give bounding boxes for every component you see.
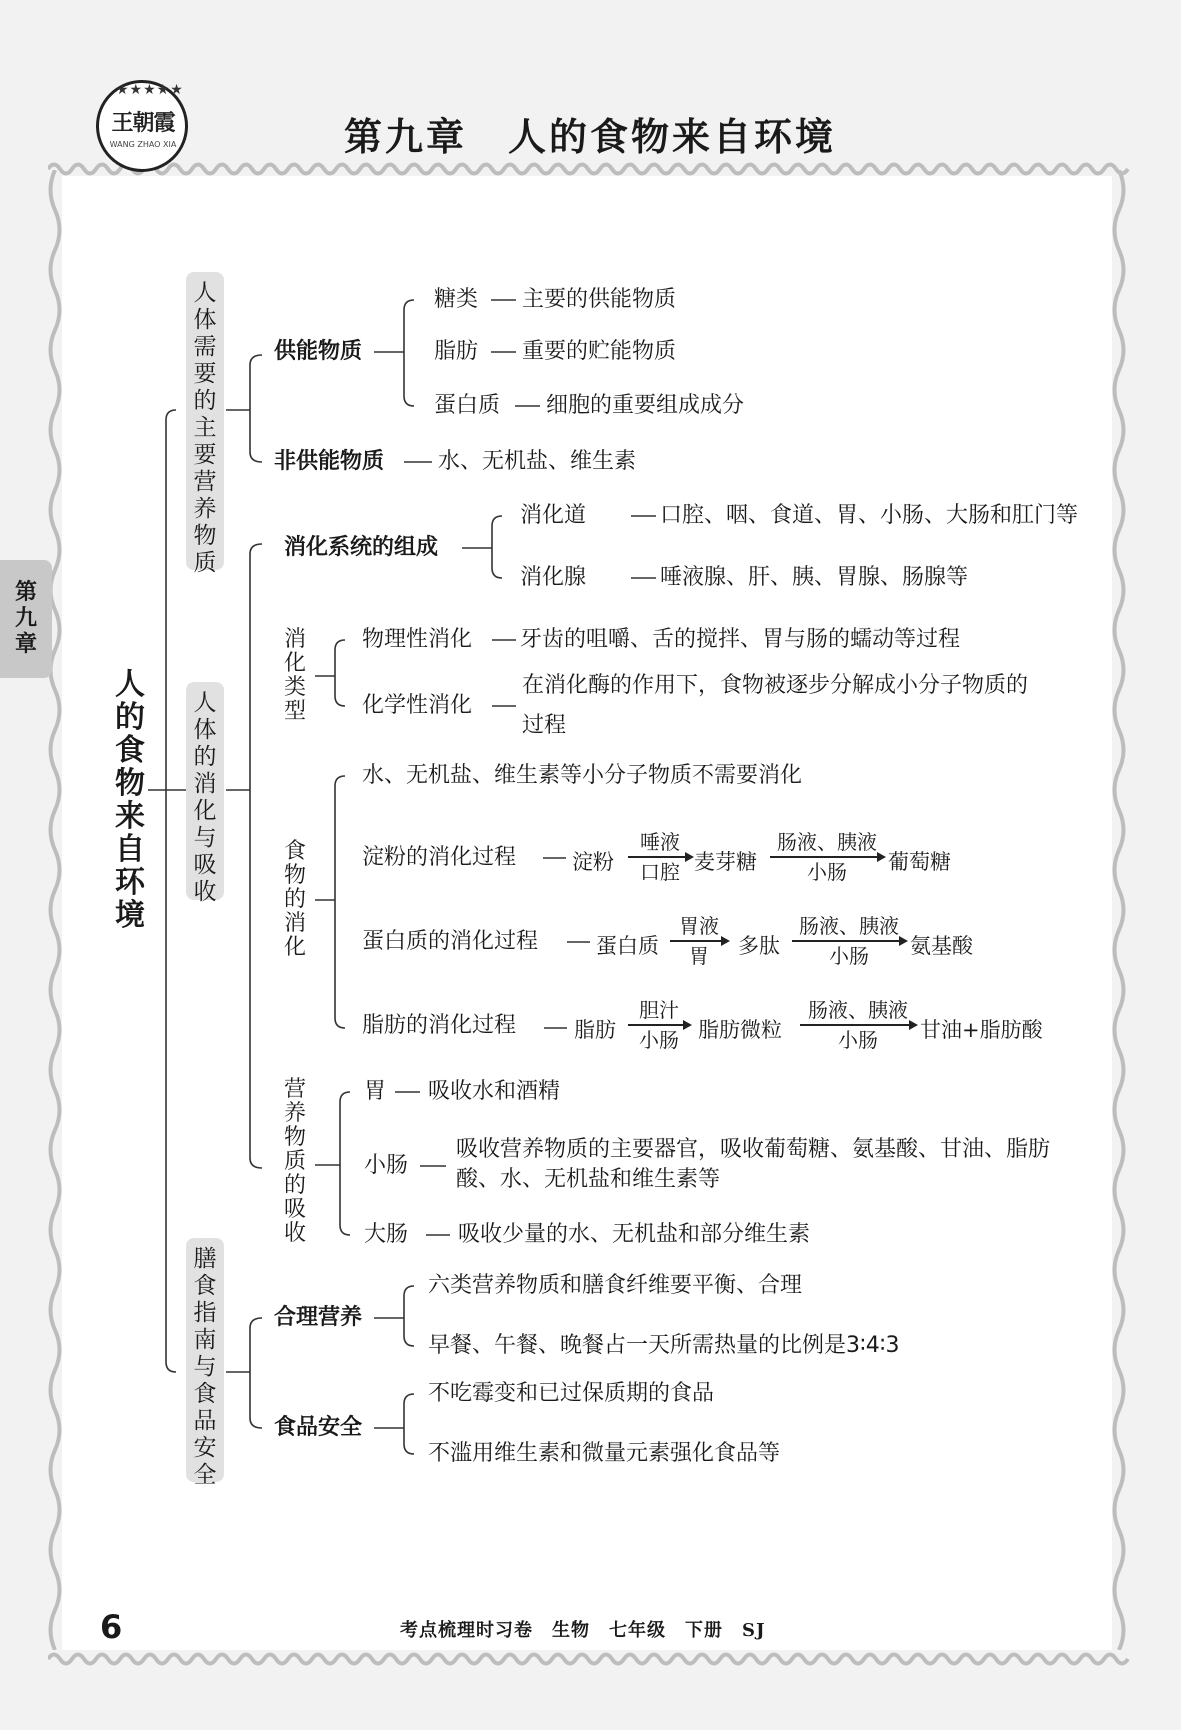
side-tab-label: 第九章 [14, 580, 37, 657]
fat-label: 脂肪 [574, 1018, 616, 1042]
footer-text: 考点梳理时习卷 生物 七年级 下册 SJ [400, 1620, 766, 1641]
large-intestine-desc: 吸收少量的水、无机盐和部分维生素 [458, 1222, 811, 1247]
fat-arrow-1-top: 胆汁 [639, 998, 679, 1022]
protein-label: 蛋白质 [596, 934, 659, 958]
section-nutrition-label: 人体需要的主要营养物质 [186, 272, 224, 570]
starch-arrow-2 [770, 830, 884, 884]
digestive-tract-name: 消化道 [520, 503, 587, 528]
food-safety-label: 食品安全 [274, 1415, 363, 1440]
arrow-icon [628, 1024, 690, 1026]
reasonable-nutrition-item-2: 早餐、午餐、晚餐占一天所需热量的比例是3∶4∶3 [428, 1333, 900, 1358]
small-intestine-name: 小肠 [364, 1153, 409, 1178]
absorption-label: 营养物质的吸收 [283, 1077, 306, 1246]
starch-arrow-1 [628, 830, 692, 884]
food-digestion-label: 食物的消化 [283, 839, 306, 960]
starch-arrow-2-top: 肠液、胰液 [777, 830, 877, 854]
protein-arrow-1-bottom: 胃 [689, 944, 709, 968]
arrow-icon [800, 1024, 916, 1026]
fat-name: 脂肪 [434, 339, 479, 364]
chemical-digestion-name: 化学性消化 [362, 693, 473, 718]
maltose-label: 麦芽糖 [694, 850, 757, 874]
large-intestine-name: 大肠 [364, 1222, 409, 1247]
protein-arrow-1 [670, 914, 728, 968]
stomach-name: 胃 [364, 1079, 387, 1104]
fat-arrow-1 [628, 998, 690, 1052]
small-molecules-note: 水、无机盐、维生素等小分子物质不需要消化 [362, 763, 803, 788]
digestive-glands-name: 消化腺 [520, 565, 587, 590]
logo-subtitle: WANG ZHAO XIA [109, 140, 177, 149]
digestive-system-label: 消化系统的组成 [284, 535, 439, 560]
physical-digestion-desc: 牙齿的咀嚼、舌的搅拌、胃与肠的蠕动等过程 [520, 627, 961, 652]
chemical-digestion-desc-line2: 过程 [522, 713, 567, 738]
fat-droplets-label: 脂肪微粒 [698, 1018, 782, 1042]
glycerol-fatty-acid-label: 甘油+脂肪酸 [920, 1018, 1043, 1042]
stomach-desc: 吸收水和酒精 [428, 1079, 561, 1104]
non-energy-substances-label: 非供能物质 [274, 449, 385, 474]
glucose-label: 葡萄糖 [888, 850, 951, 874]
protein-desc: 细胞的重要组成成分 [546, 393, 745, 418]
logo-stars: ★★★★★ [116, 82, 184, 98]
small-intestine-desc-line2: 酸、水、无机盐和维生素等 [456, 1167, 721, 1192]
protein-arrow-2 [792, 914, 906, 968]
arrow-icon [792, 940, 906, 942]
polypeptide-label: 多肽 [738, 934, 780, 958]
digestive-tract-desc: 口腔、咽、食道、胃、小肠、大肠和肛门等 [660, 503, 1079, 528]
fat-arrow-2-bottom: 小肠 [838, 1028, 878, 1052]
small-intestine-desc-line1: 吸收营养物质的主要器官，吸收葡萄糖、氨基酸、甘油、脂肪 [456, 1137, 1051, 1162]
starch-digestion-name: 淀粉的消化过程 [362, 845, 517, 870]
protein-arrow-2-bottom: 小肠 [829, 944, 869, 968]
protein-arrow-1-top: 胃液 [679, 914, 719, 938]
chapter-title: 第九章 人的食物来自环境 [343, 115, 836, 159]
arrow-icon [770, 856, 884, 858]
amino-acid-label: 氨基酸 [910, 934, 973, 958]
carbohydrate-desc: 主要的供能物质 [522, 287, 677, 312]
fat-desc: 重要的贮能物质 [522, 339, 677, 364]
fat-arrow-2 [800, 998, 916, 1052]
chemical-digestion-desc-line1: 在消化酶的作用下，食物被逐步分解成小分子物质的 [522, 673, 1029, 698]
fat-arrow-1-bottom: 小肠 [639, 1028, 679, 1052]
protein-arrow-2-top: 肠液、胰液 [799, 914, 899, 938]
starch-arrow-2-bottom: 小肠 [807, 860, 847, 884]
section-diet-label: 膳食指南与食品安全 [186, 1238, 224, 1482]
reasonable-nutrition-item-1: 六类营养物质和膳食纤维要平衡、合理 [428, 1273, 803, 1298]
fat-arrow-2-top: 肠液、胰液 [808, 998, 908, 1022]
starch-arrow-1-top: 唾液 [640, 830, 680, 854]
protein-digestion-name: 蛋白质的消化过程 [362, 929, 539, 954]
protein-name: 蛋白质 [434, 393, 501, 418]
reasonable-nutrition-label: 合理营养 [274, 1305, 363, 1330]
logo-name: 王朝霞 [111, 110, 175, 136]
non-energy-substances-desc: 水、无机盐、维生素 [438, 449, 637, 474]
arrow-icon [628, 856, 692, 858]
starch-arrow-1-bottom: 口腔 [640, 860, 680, 884]
starch-label: 淀粉 [572, 850, 614, 874]
section-digestion-label: 人体的消化与吸收 [186, 682, 224, 900]
physical-digestion-name: 物理性消化 [362, 627, 473, 652]
food-safety-item-1: 不吃霉变和已过保质期的食品 [428, 1381, 715, 1406]
carbohydrate-name: 糖类 [434, 287, 479, 312]
digestion-types-label: 消化类型 [283, 627, 306, 724]
page-number: 6 [100, 1608, 123, 1646]
arrow-icon [670, 940, 728, 942]
food-safety-item-2: 不滥用维生素和微量元素强化食品等 [428, 1441, 781, 1466]
digestive-glands-desc: 唾液腺、肝、胰、胃腺、肠腺等 [660, 565, 969, 590]
fat-digestion-name: 脂肪的消化过程 [362, 1013, 517, 1038]
energy-substances-label: 供能物质 [274, 339, 363, 364]
root-node: 人的食物来自环境 [115, 667, 145, 933]
